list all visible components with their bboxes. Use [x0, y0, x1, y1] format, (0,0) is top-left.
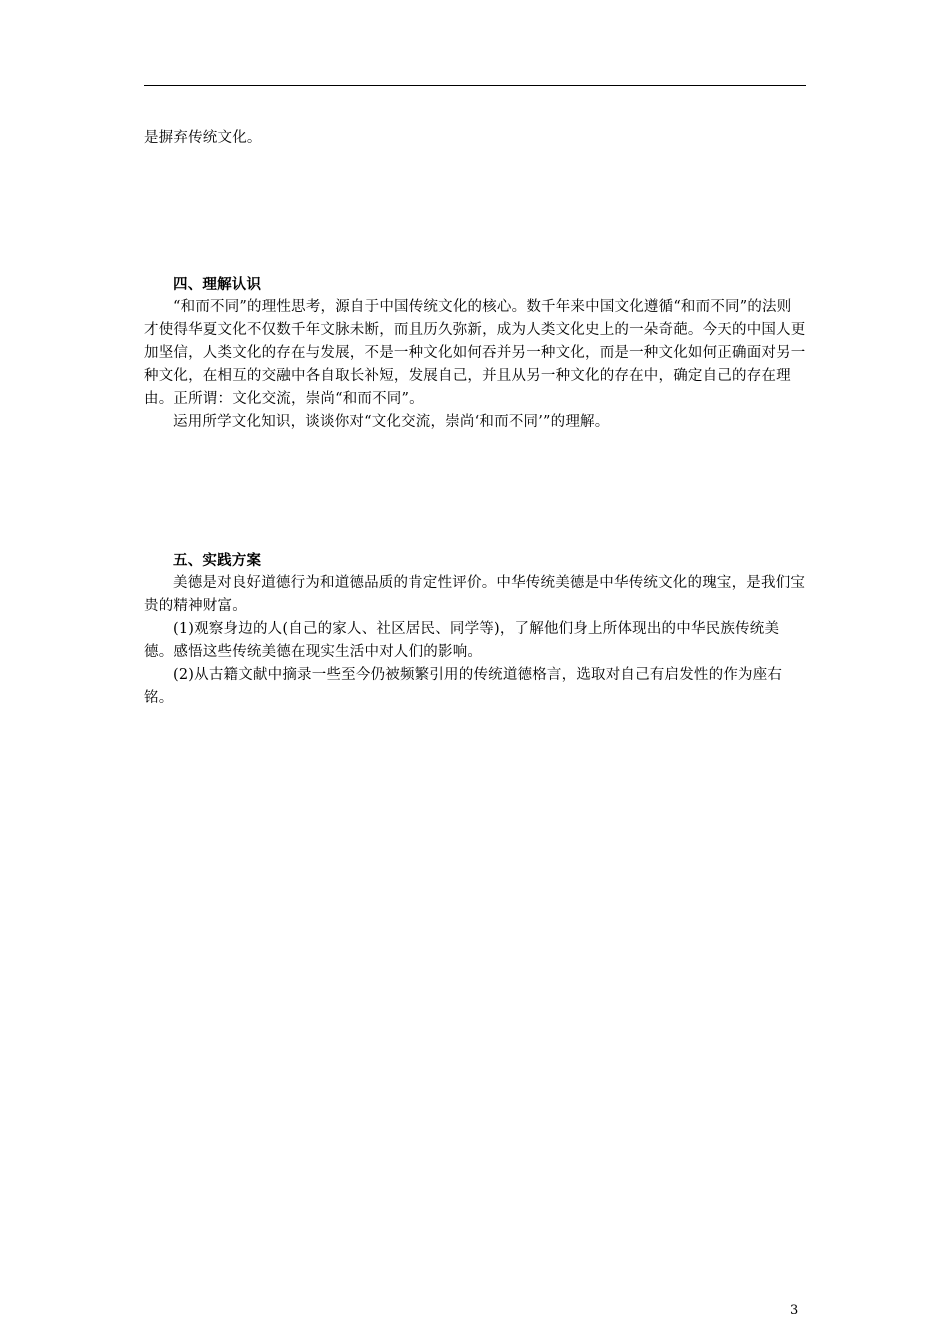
section5-heading: 五、实践方案	[173, 552, 262, 569]
section4-paragraph-1: “和而不同”的理性思考，源自于中国传统文化的核心。数千年来中国文化遵循“和而不同”的法则才使得华夏文化不仅数千年文脉未断，而且历久弥新，成为人类文化史上的一朵奇葩。今天的中国人更加坚信，人类文化的存在与发展，不是一种文化如何吞并另一种文化，而是一种文化如何正确面对另一种文化，在相互的交融中各自取长补短，发展自己，并且从另一种文化的存在中，确定自己的存在理由。正所谓：文化交流，崇尚“和而不同”。	[144, 299, 806, 407]
continuation-paragraph: 是摒弃传统文化。	[144, 130, 262, 146]
section4-heading: 四、理解认识	[173, 276, 262, 293]
header-rule	[144, 85, 806, 86]
section5-paragraph-3: (2)从古籍文献中摘录一些至今仍被频繁引用的传统道德格言，选取对自己有启发性的作为座右铭。	[144, 667, 783, 706]
section5-paragraph-2: (1)观察身边的人(自己的家人、社区居民、同学等)，了解他们身上所体现出的中华民族传统美德。感悟这些传统美德在现实生活中对人们的影响。	[144, 621, 780, 660]
continuation-text	[144, 127, 806, 150]
page-number: 3	[790, 1303, 799, 1318]
section-practice	[144, 549, 806, 710]
section4-paragraph-2: 运用所学文化知识，谈谈你对“文化交流，崇尚‘和而不同’”的理解。	[173, 414, 610, 430]
section5-paragraph-1: 美德是对良好道德行为和道德品质的肯定性评价。中华传统美德是中华传统文化的瑰宝，是我们宝贵的精神财富。	[144, 575, 806, 614]
section-understanding	[144, 273, 806, 434]
